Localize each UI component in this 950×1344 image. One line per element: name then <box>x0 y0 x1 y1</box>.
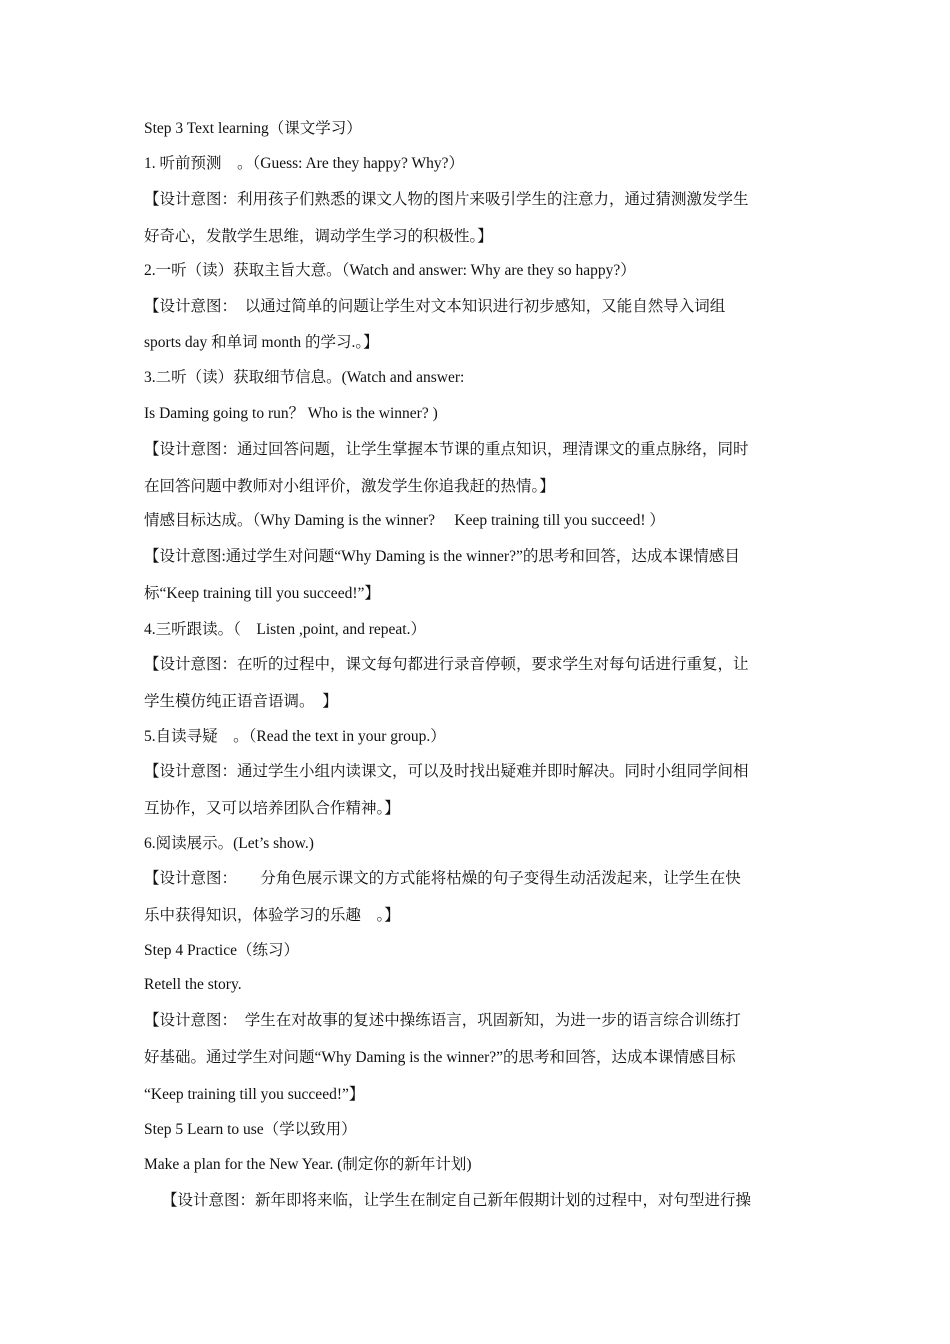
design-intent-1-line2: 好奇心，发散学生思维，调动学生学习的积极性。】 <box>144 228 493 245</box>
emotion-goal: 情感目标达成。（Why Daming is the winner? Keep training till you succeed! ） <box>144 512 665 529</box>
design-intent-3-line1: 【设计意图：通过回答问题，让学生掌握本节课的重点知识，理清课文的重点脉络，同时 <box>144 441 749 458</box>
design-intent-5-line1: 【设计意图：在听的过程中，课文每句都进行录音停顿，要求学生对每句话进行重复，让 <box>144 656 749 673</box>
design-intent-6-line2: 互协作，又可以培养团队合作精神。】 <box>144 800 400 817</box>
design-intent-6-line1: 【设计意图：通过学生小组内读课文，可以及时找出疑难并即时解决。同时小组同学间相 <box>144 763 749 780</box>
design-intent-5-line2: 学生模仿纯正语音语调。 】 <box>144 693 338 710</box>
design-intent-8-line1: 【设计意图： 学生在对故事的复述中操练语言，巩固新知，为进一步的语言综合训练打 <box>144 1012 741 1029</box>
step3-heading: Step 3 Text learning（课文学习） <box>144 120 362 137</box>
step4-heading: Step 4 Practice（练习） <box>144 942 299 959</box>
design-intent-4-line1: 【设计意图:通过学生对问题“Why Daming is the winner?”的思考和回答，达成本课情感目 <box>144 548 740 565</box>
design-intent-2-line1: 【设计意图： 以通过简单的问题让学生对文本知识进行初步感知，又能自然导入词组 <box>144 298 726 315</box>
design-intent-8-line2: 好基础。通过学生对问题“Why Daming is the winner?”的思考和回答，达成本课情感目标 <box>144 1049 736 1066</box>
item-3-second-listen: 3.二听（读）获取细节信息。(Watch and answer: <box>144 369 465 386</box>
new-year-plan: Make a plan for the New Year. (制定你的新年计划) <box>144 1156 472 1173</box>
design-intent-9-line1: 【设计意图：新年即将来临，让学生在制定自己新年假期计划的过程中，对句型进行操 <box>162 1192 752 1209</box>
retell-story: Retell the story. <box>144 976 242 993</box>
design-intent-1-line1: 【设计意图：利用孩子们熟悉的课文人物的图片来吸引学生的注意力，通过猜测激发学生 <box>144 191 749 208</box>
design-intent-4-line2: 标“Keep training till you succeed!”】 <box>144 585 380 602</box>
step5-heading: Step 5 Learn to use（学以致用） <box>144 1121 357 1138</box>
design-intent-7-line2: 乐中获得知识，体验学习的乐趣 。】 <box>144 907 400 924</box>
item-1-predict: 1. 听前预测 。（Guess: Are they happy? Why?） <box>144 155 464 172</box>
item-3-questions: Is Daming going to run？ Who is the winner? ) <box>144 405 438 422</box>
item-2-first-listen: 2.一听（读）获取主旨大意。（Watch and answer: Why are they so happy?） <box>144 262 636 279</box>
design-intent-3-line2: 在回答问题中教师对小组评价，激发学生你追我赶的热情。】 <box>144 478 555 495</box>
design-intent-7-line1: 【设计意图： 分角色展示课文的方式能将枯燥的句子变得生动活泼起来，让学生在快 <box>144 870 741 887</box>
item-5-self-read: 5.自读寻疑 。（Read the text in your group.） <box>144 728 446 745</box>
item-6-show: 6.阅读展示。(Let’s show.) <box>144 835 314 852</box>
design-intent-8-line3: “Keep training till you succeed!”】 <box>144 1086 365 1103</box>
item-4-third-listen: 4.三听跟读。（ Listen ,point, and repeat.） <box>144 621 426 638</box>
design-intent-2-line2: sports day 和单词 month 的学习.。】 <box>144 334 379 351</box>
